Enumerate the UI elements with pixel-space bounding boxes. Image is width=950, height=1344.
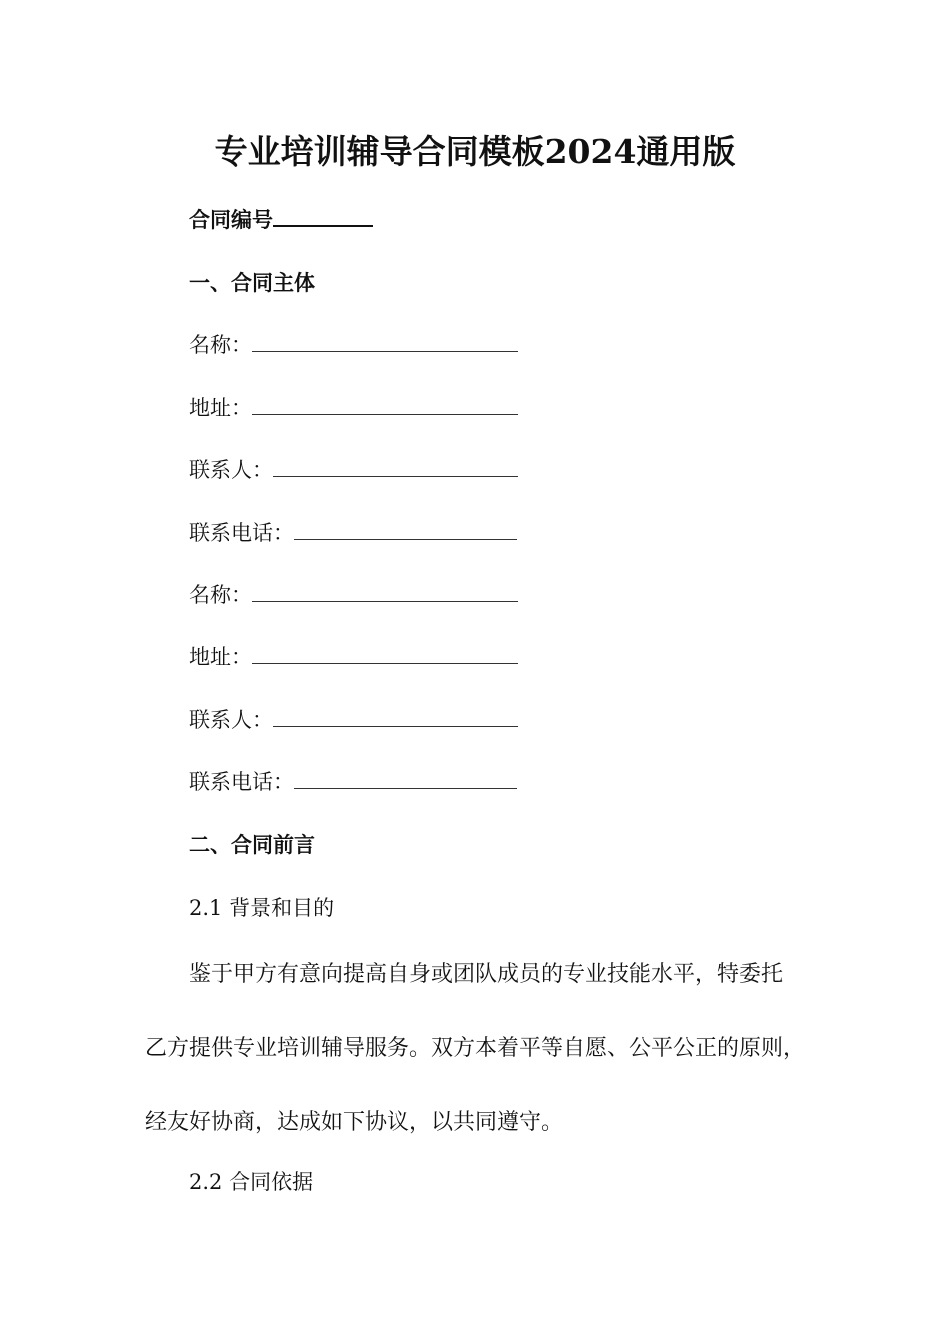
field-blank[interactable] [273, 706, 518, 727]
subsection-2-1: 2.1 背景和目的 [189, 896, 335, 920]
field-row-phone-2 [189, 767, 517, 797]
document-title: 专业培训辅导合同模板2024通用版 [214, 132, 736, 171]
field-row-phone-1 [189, 518, 517, 548]
section1-heading: 一、合同主体 [189, 270, 315, 295]
contract-number-row [189, 205, 373, 235]
field-label: 联系人： [189, 458, 273, 482]
field-blank[interactable] [252, 394, 518, 415]
paragraph-line-2: 乙方提供专业培训辅导服务。双方本着平等自愿、公平公正的原则， [145, 1036, 806, 1061]
field-blank[interactable] [294, 768, 517, 789]
section2-heading: 二、合同前言 [189, 832, 315, 857]
field-blank[interactable] [294, 519, 517, 540]
paragraph-line-1: 鉴于甲方有意向提高自身或团队成员的专业技能水平，特委托 [189, 962, 784, 987]
contract-number-label: 合同编号 [189, 207, 273, 232]
field-blank[interactable] [252, 331, 518, 352]
field-row-name-1 [189, 330, 518, 360]
field-label: 联系人： [189, 708, 273, 732]
field-blank[interactable] [273, 456, 518, 477]
paragraph-line-3: 经友好协商，达成如下协议，以共同遵守。 [145, 1110, 564, 1135]
field-blank[interactable] [252, 581, 518, 602]
subsection-2-2: 2.2 合同依据 [189, 1170, 314, 1194]
field-row-address-1 [189, 393, 518, 423]
field-label: 联系电话： [189, 521, 294, 545]
field-label: 联系电话： [189, 770, 294, 794]
contract-number-blank[interactable] [273, 205, 373, 227]
field-row-contact-1 [189, 455, 518, 485]
field-row-name-2 [189, 580, 518, 610]
field-label: 地址： [189, 645, 252, 669]
field-row-address-2 [189, 642, 518, 672]
field-row-contact-2 [189, 705, 518, 735]
field-blank[interactable] [252, 643, 518, 664]
field-label: 名称： [189, 333, 252, 357]
field-label: 地址： [189, 396, 252, 420]
field-label: 名称： [189, 583, 252, 607]
